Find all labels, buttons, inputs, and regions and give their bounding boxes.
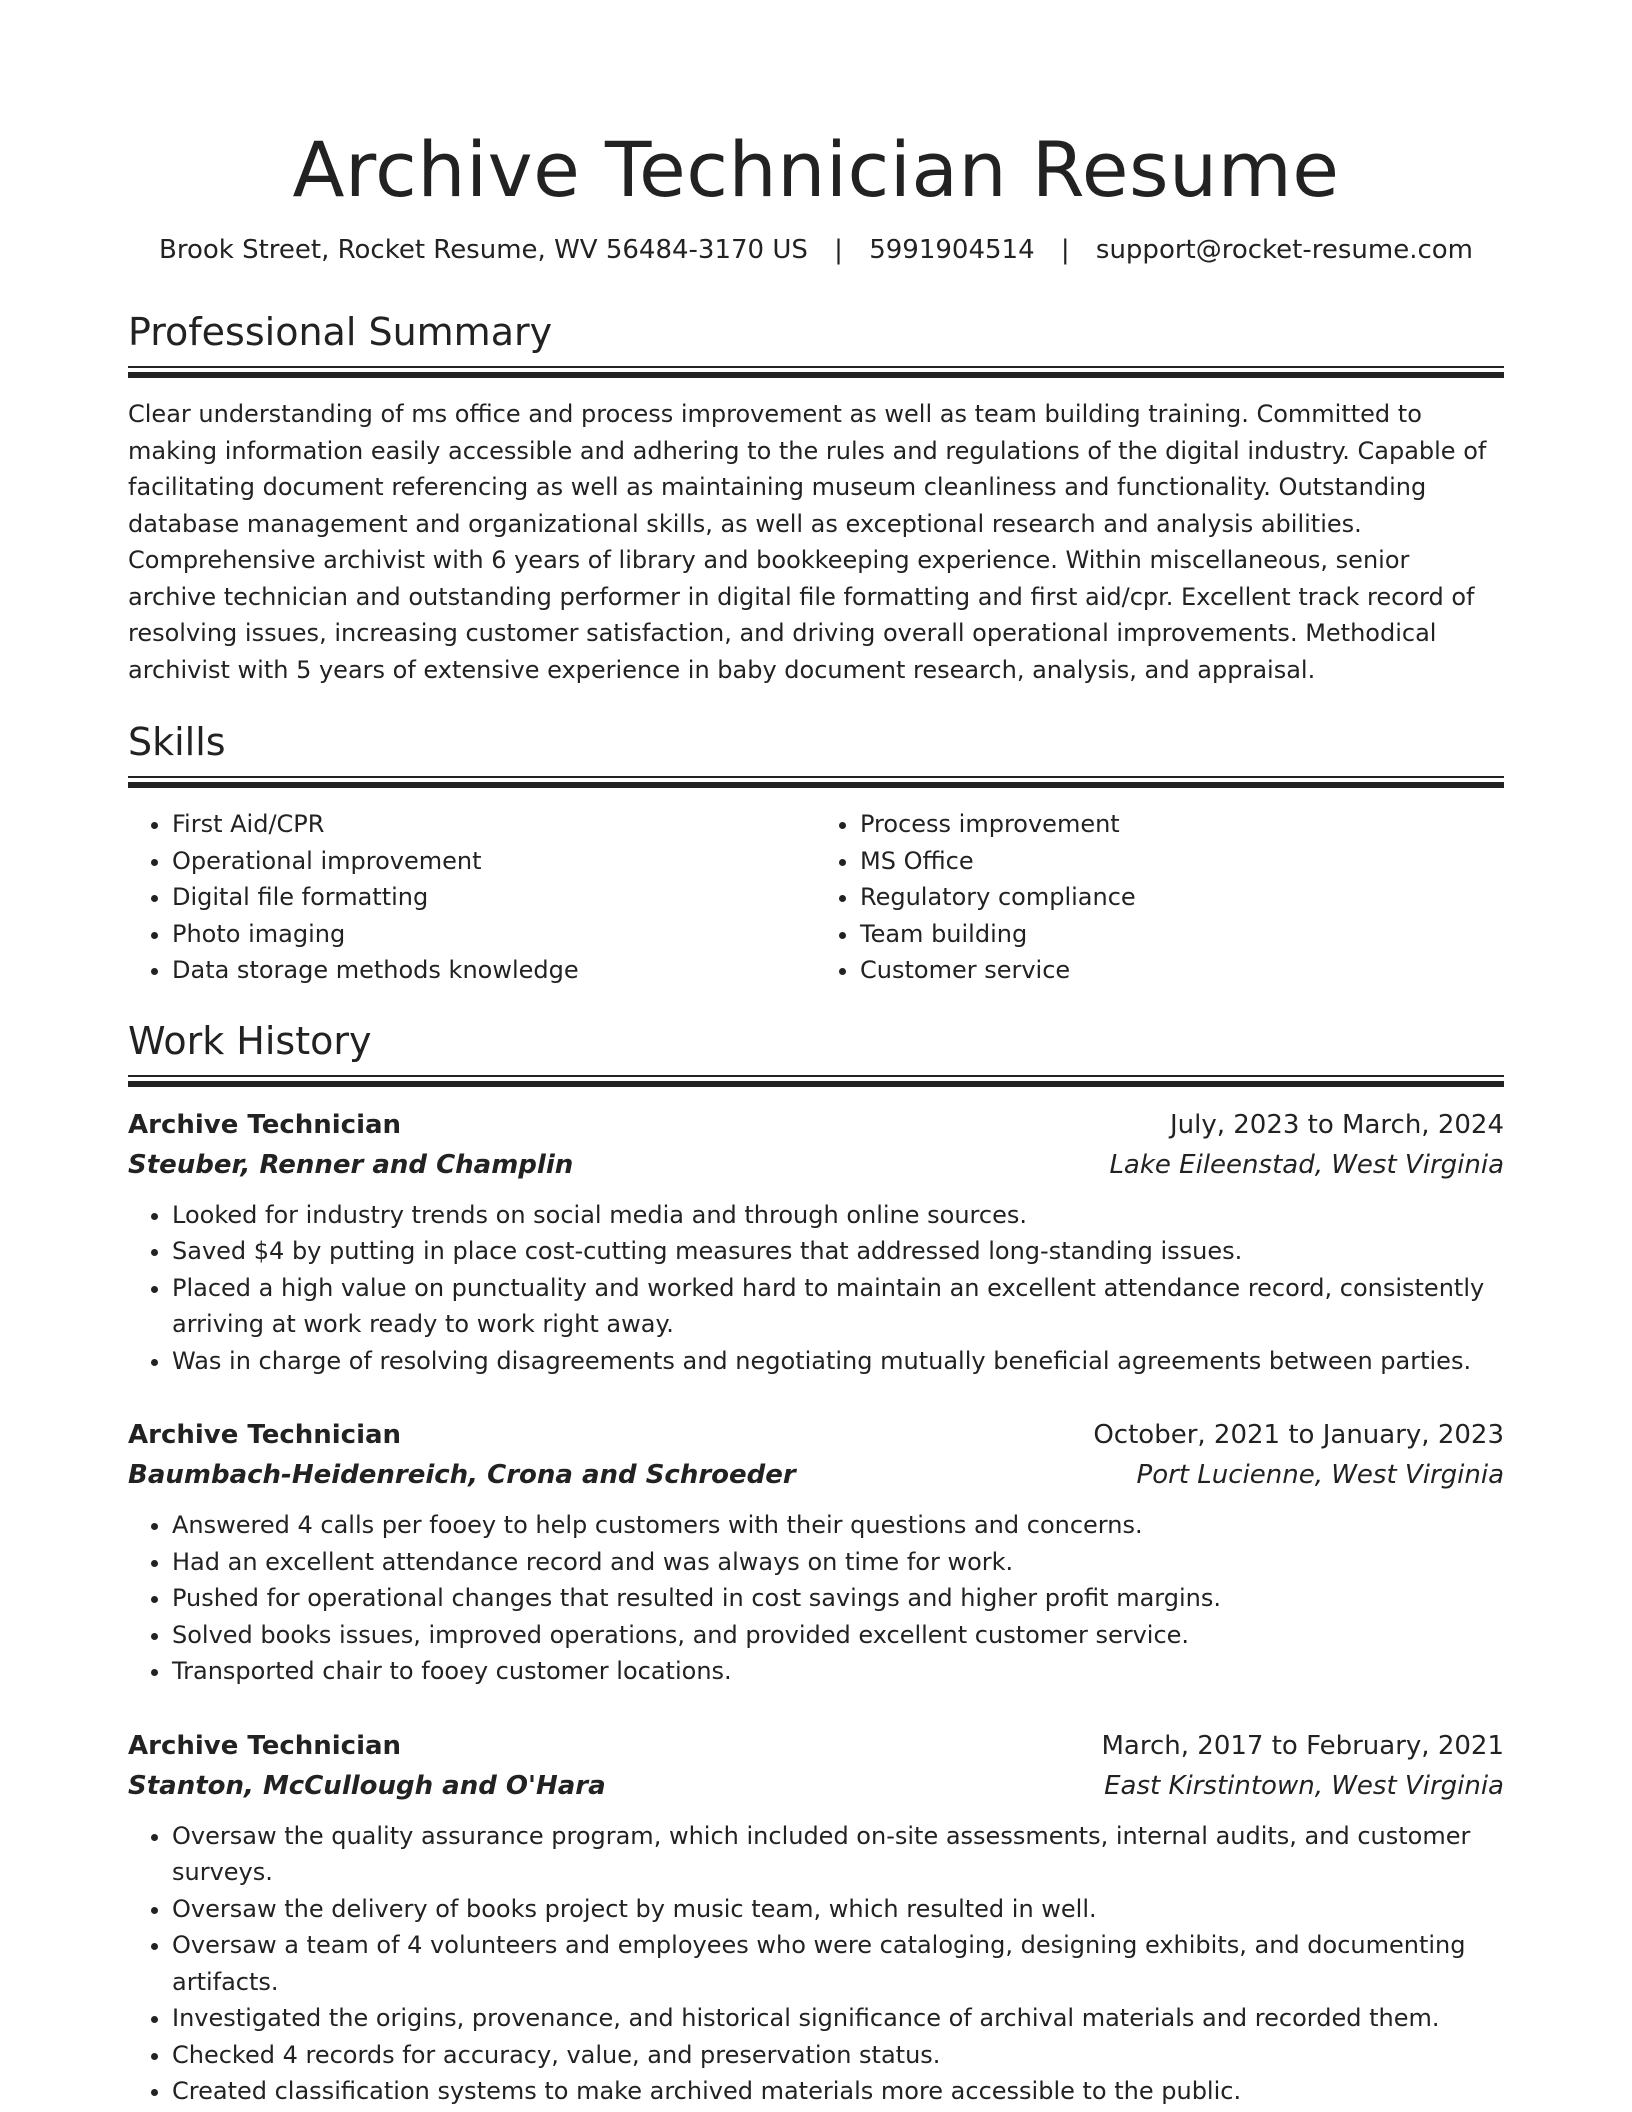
skill-item: • Customer service: [860, 952, 1504, 989]
job-bullets: [128, 1818, 1504, 2110]
skills-grid: [128, 806, 1504, 989]
job-bullets: [128, 1197, 1504, 1380]
skill-item: • Data storage methods knowledge: [172, 952, 816, 989]
job-header-row: [128, 1105, 1504, 1145]
summary-heading: Professional Summary: [128, 310, 553, 354]
skill-item: • Process improvement: [860, 806, 1504, 843]
work-history-heading: Work History: [128, 1018, 372, 1063]
job-entry: [128, 1105, 1504, 1380]
job-bullet: • Investigated the origins, provenance, and historical significance of archival materials and recorded them.: [172, 2000, 1504, 2037]
skill-item: • First Aid/CPR: [172, 806, 816, 843]
job-title: Archive Technician: [128, 1420, 402, 1450]
section-divider: [128, 1075, 1504, 1087]
job-bullet: • Oversaw the delivery of books project by music team, which resulted in well.: [172, 1891, 1504, 1928]
skill-item: • MS Office: [860, 843, 1504, 880]
job-bullet: • Oversaw a team of 4 volunteers and employees who were cataloging, designing exhibits, and documenting artifacts.: [172, 1927, 1504, 2000]
job-bullet: • Transported chair to fooey customer locations.: [172, 1653, 1504, 1690]
contact-email[interactable]: support@rocket-resume.com: [1095, 235, 1474, 265]
skills-list-left: [128, 806, 816, 989]
work-history-section: [128, 1017, 1504, 2110]
job-company: Stanton, McCullough and O'Hara: [128, 1770, 606, 1801]
contact-separator: |: [1060, 235, 1070, 265]
contact-line: [128, 232, 1504, 268]
skills-list-right: [816, 806, 1504, 989]
job-bullet: • Was in charge of resolving disagreements and negotiating mutually beneficial agreements between parties.: [172, 1343, 1504, 1380]
contact-address: Brook Street, Rocket Resume, WV 56484-3170 US: [158, 235, 808, 265]
job-company-row: [128, 1766, 1504, 1806]
job-bullet: • Looked for industry trends on social media and through online sources.: [172, 1197, 1504, 1234]
job-company-row: [128, 1145, 1504, 1185]
job-bullets: [128, 1507, 1504, 1690]
job-dates: March, 2017 to February, 2021: [1101, 1730, 1504, 1761]
job-bullet: • Created classification systems to make archived materials more accessible to the public.: [172, 2073, 1504, 2110]
job-location: Lake Eileenstad, West Virginia: [1109, 1149, 1504, 1180]
skill-item: • Regulatory compliance: [860, 879, 1504, 916]
summary-text: Clear understanding of ms office and process improvement as well as team building training. Committed to making information easily accessible and adhering to the rules and regulations of the digital industry. Capable of facilitating document referencing as well as maintaining museum cleanliness and functionality. Outstanding database management and organizational skills, as well as exceptional research and analysis abilities. Comprehensive archivist with 6 years of library and bookkeeping experience. Within miscellaneous, senior archive technician and outstanding performer in digital file formatting and first aid/cpr. Excellent track record of resolving issues, increasing customer satisfaction, and driving overall operational improvements. Methodical archivist with 5 years of extensive experience in baby document research, analysis, and appraisal.: [128, 400, 1487, 684]
section-divider: [128, 776, 1504, 788]
section-divider: [128, 366, 1504, 378]
job-header-row: [128, 1726, 1504, 1766]
job-bullet: • Checked 4 records for accuracy, value, and preservation status.: [172, 2037, 1504, 2074]
resume-title: Archive Technician Resume: [292, 125, 1340, 214]
skill-item: • Photo imaging: [172, 916, 816, 953]
skill-item: • Operational improvement: [172, 843, 816, 880]
summary-section: [128, 308, 1504, 688]
job-bullet: • Pushed for operational changes that resulted in cost savings and higher profit margins.: [172, 1580, 1504, 1617]
job-company-row: [128, 1455, 1504, 1495]
skill-item: • Team building: [860, 916, 1504, 953]
contact-phone[interactable]: 5991904514: [869, 235, 1035, 265]
job-bullet: • Placed a high value on punctuality and worked hard to maintain an excellent attendance record, consistently arriving at work ready to work right away.: [172, 1270, 1504, 1343]
job-title: Archive Technician: [128, 1730, 402, 1761]
job-location: Port Lucienne, West Virginia: [1136, 1460, 1504, 1490]
job-dates: July, 2023 to March, 2024: [1169, 1109, 1504, 1140]
job-company: Baumbach-Heidenreich, Crona and Schroeder: [128, 1460, 796, 1490]
job-title: Archive Technician: [128, 1109, 402, 1140]
skills-heading: Skills: [128, 720, 226, 764]
job-entry: [128, 1726, 1504, 2110]
job-company: Steuber, Renner and Champlin: [128, 1149, 574, 1180]
job-entry: [128, 1415, 1504, 1690]
job-bullet: • Had an excellent attendance record and was always on time for work.: [172, 1544, 1504, 1581]
job-bullet: • Solved books issues, improved operations, and provided excellent customer service.: [172, 1617, 1504, 1654]
job-bullet: • Saved $4 by putting in place cost-cutting measures that addressed long-standing issues.: [172, 1233, 1504, 1270]
skill-item: • Digital file formatting: [172, 879, 816, 916]
job-bullet: • Oversaw the quality assurance program, which included on-site assessments, internal audits, and customer surveys.: [172, 1818, 1504, 1891]
skills-section: [128, 718, 1504, 989]
job-header-row: [128, 1415, 1504, 1455]
job-dates: October, 2021 to January, 2023: [1093, 1420, 1504, 1450]
job-bullet: • Answered 4 calls per fooey to help customers with their questions and concerns.: [172, 1507, 1504, 1544]
contact-separator: |: [834, 235, 843, 265]
job-location: East Kirstintown, West Virginia: [1104, 1770, 1504, 1801]
